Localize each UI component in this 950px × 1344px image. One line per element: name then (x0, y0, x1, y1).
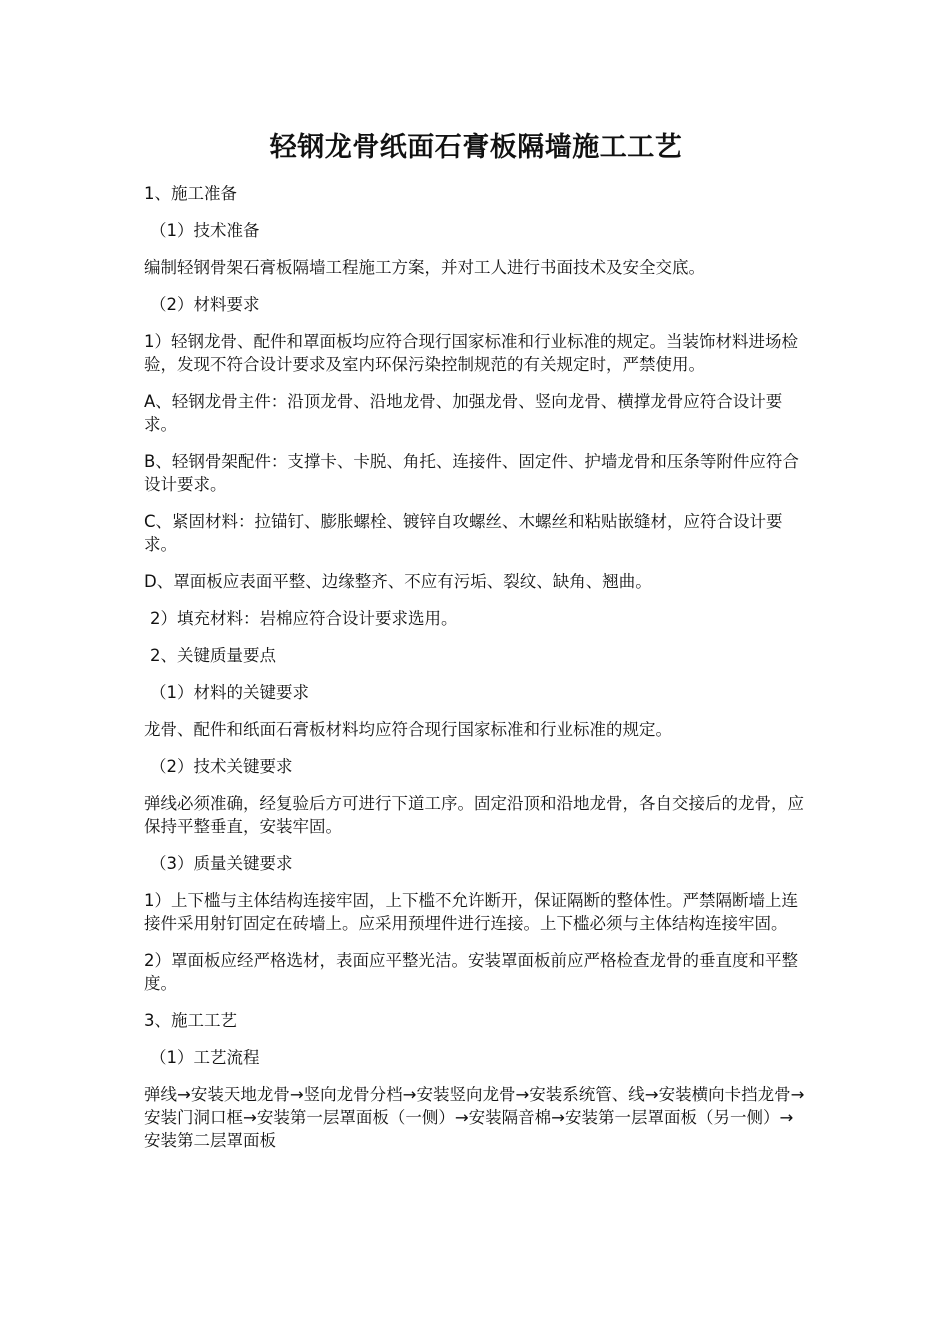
document-title: 轻钢龙骨纸面石膏板隔墙施工工艺 (269, 132, 683, 163)
body-paragraph: 编制轻钢骨架石膏板隔墙工程施工方案，并对工人进行书面技术及安全交底。 (144, 258, 705, 277)
body-paragraph: A、轻钢龙骨主件：沿顶龙骨、沿地龙骨、加强龙骨、竖向龙骨、横撑龙骨应符合设计要求。 (144, 392, 783, 434)
subsection-heading: （2）技术关键要求 (150, 757, 293, 776)
section-heading-1: 1、施工准备 (144, 184, 237, 203)
body-paragraph: 1）轻钢龙骨、配件和罩面板均应符合现行国家标准和行业标准的规定。当装饰材料进场检验，发现不符合设计要求及室内环保污染控制规范的有关规定时，严禁使用。 (144, 332, 798, 374)
process-flow-paragraph: 弹线→安装天地龙骨→竖向龙骨分档→安装竖向龙骨→安装系统管、线→安装横向卡挡龙骨→安装门洞口框→安装第一层罩面板（一侧）→安装隔音棉→安装第一层罩面板（另一侧）→安装第二层罩面板 (144, 1085, 805, 1150)
subsection-heading: （1）技术准备 (150, 221, 260, 240)
body-paragraph: B、轻钢骨架配件：支撑卡、卡脱、角托、连接件、固定件、护墙龙骨和压条等附件应符合设计要求。 (144, 452, 799, 494)
subsection-heading: （3）质量关键要求 (150, 854, 293, 873)
body-paragraph: 2）罩面板应经严格选材，表面应平整光洁。安装罩面板前应严格检查龙骨的垂直度和平整度。 (144, 951, 798, 993)
body-paragraph: 1）上下槛与主体结构连接牢固，上下槛不允许断开，保证隔断的整体性。严禁隔断墙上连接件采用射钉固定在砖墙上。应采用预埋件进行连接。上下槛必须与主体结构连接牢固。 (144, 891, 798, 933)
body-paragraph: 弹线必须准确，经复验后方可进行下道工序。固定沿顶和沿地龙骨，各自交接后的龙骨，应保持平整垂直，安装牢固。 (144, 794, 804, 836)
subsection-heading: （1）材料的关键要求 (150, 683, 309, 702)
section-heading-2: 2、关键质量要点 (150, 646, 276, 665)
body-paragraph: C、紧固材料：拉锚钉、膨胀螺栓、镀锌自攻螺丝、木螺丝和粘贴嵌缝材，应符合设计要求。 (144, 512, 783, 554)
section-heading-3: 3、施工工艺 (144, 1011, 237, 1030)
body-paragraph: 2）填充材料：岩棉应符合设计要求选用。 (150, 609, 458, 628)
subsection-heading: （1）工艺流程 (150, 1048, 260, 1067)
subsection-heading: （2）材料要求 (150, 295, 260, 314)
document-page (144, 128, 808, 1166)
body-paragraph: 龙骨、配件和纸面石膏板材料均应符合现行国家标准和行业标准的规定。 (144, 720, 672, 739)
body-paragraph: D、罩面板应表面平整、边缘整齐、不应有污垢、裂纹、缺角、翘曲。 (144, 572, 652, 591)
